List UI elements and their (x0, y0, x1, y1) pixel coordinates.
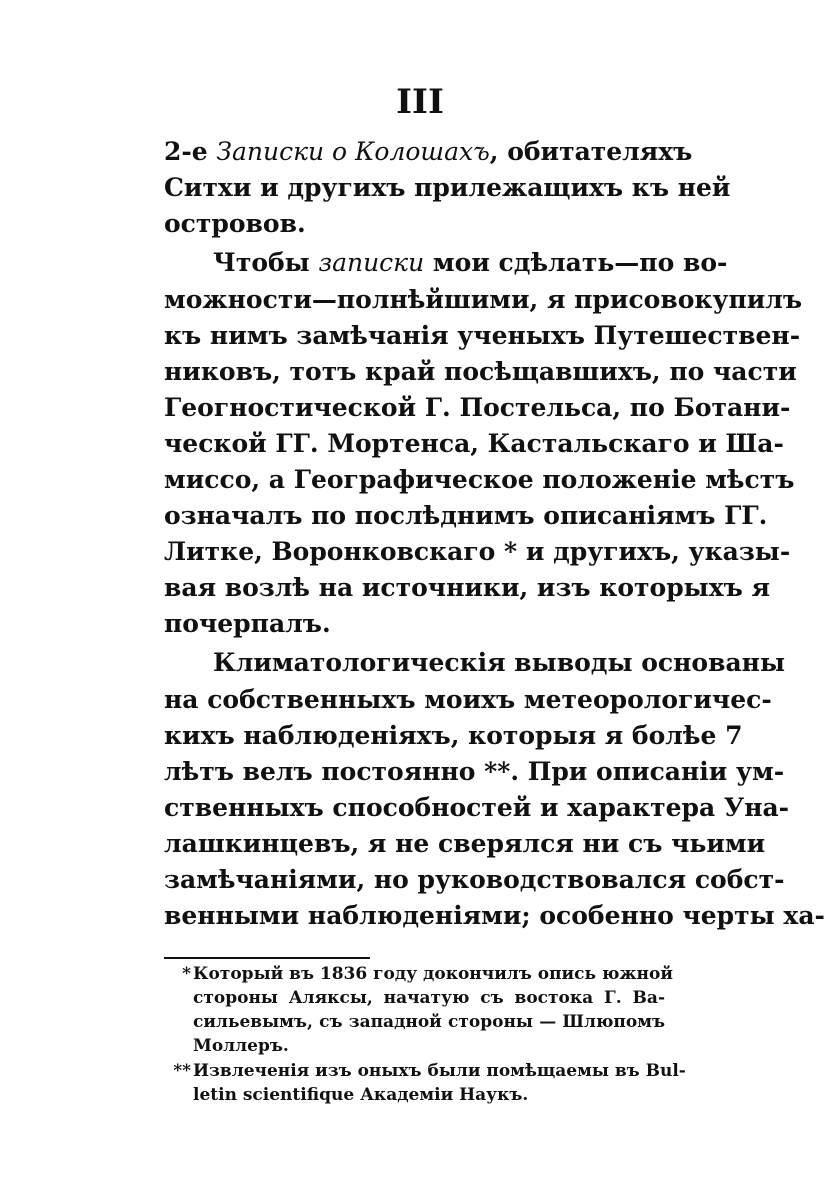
footnote-line: letin scientifique Академіи Наукъ. (193, 1085, 529, 1105)
footnote-line: стороны Аляксы, начатую съ востока Г. Ва- (193, 988, 665, 1008)
footnote-line: сильевымъ, съ западной стороны — Шлюпомъ (193, 1012, 665, 1032)
text-line: лашкинцевъ, я не сверялся ни съ чьими (164, 829, 766, 858)
footnote-marker: ** (173, 1061, 191, 1081)
text-line: ческой ГГ. Мортенса, Кастальскаго и Ша- (164, 429, 784, 458)
text-line: на собственныхъ моихъ метеорологичес- (164, 685, 772, 714)
text-line: миссо, а Географическое положеніе мѣстъ (164, 465, 795, 494)
page-number: III (396, 82, 444, 122)
text-line: означалъ по послѣднимъ описаніямъ ГГ. (164, 501, 768, 530)
footnote-marker: * (182, 964, 191, 984)
footnote-line: Который въ 1836 году докончилъ опись южной (193, 964, 673, 984)
text-line: вая возлѣ на источники, изъ которыхъ я (164, 573, 770, 602)
text-line: можности—полнѣйшими, я присовокупилъ (164, 285, 803, 314)
text-line: никовъ, тотъ край посѣщавшихъ, по части (164, 357, 797, 386)
italic-title: Записки о Колошахъ (216, 137, 490, 166)
text-line: къ нимъ замѣчанія ученыхъ Путешествен- (164, 321, 801, 350)
text-line: лѣтъ велъ постоянно **. При описаніи ум- (164, 757, 785, 786)
text-line: почерпалъ. (164, 609, 331, 638)
footnote-line: Моллеръ. (193, 1036, 289, 1056)
footnote-divider (164, 957, 370, 959)
text-line: кихъ наблюденіяхъ, которыя я болѣе 7 (164, 721, 743, 750)
text-line: Литке, Воронковскаго * и другихъ, указы- (164, 537, 791, 566)
text-line: венными наблюденіями; особенно черты ха- (164, 901, 825, 930)
text-line: островов. (164, 209, 306, 238)
text-line: 2-е Записки о Колошахъ, обитателяхъ (164, 137, 693, 166)
italic-word: записки (318, 248, 425, 277)
text-line: Чтобы записки мои сдѣлать—по во- (213, 248, 728, 277)
footnote-line: Извлеченія изъ оныхъ были помѣщаемы въ Bul- (193, 1061, 686, 1081)
text-line: Геогностической Г. Постельса, по Ботани- (164, 393, 791, 422)
text-line: Ситхи и другихъ прилежащихъ къ ней (164, 173, 731, 202)
text-line: Климатологическія выводы основаны (213, 648, 786, 677)
text-line: замѣчаніями, но руководствовался собст- (164, 865, 785, 894)
text-line: ственныхъ способностей и характера Уна- (164, 793, 790, 822)
